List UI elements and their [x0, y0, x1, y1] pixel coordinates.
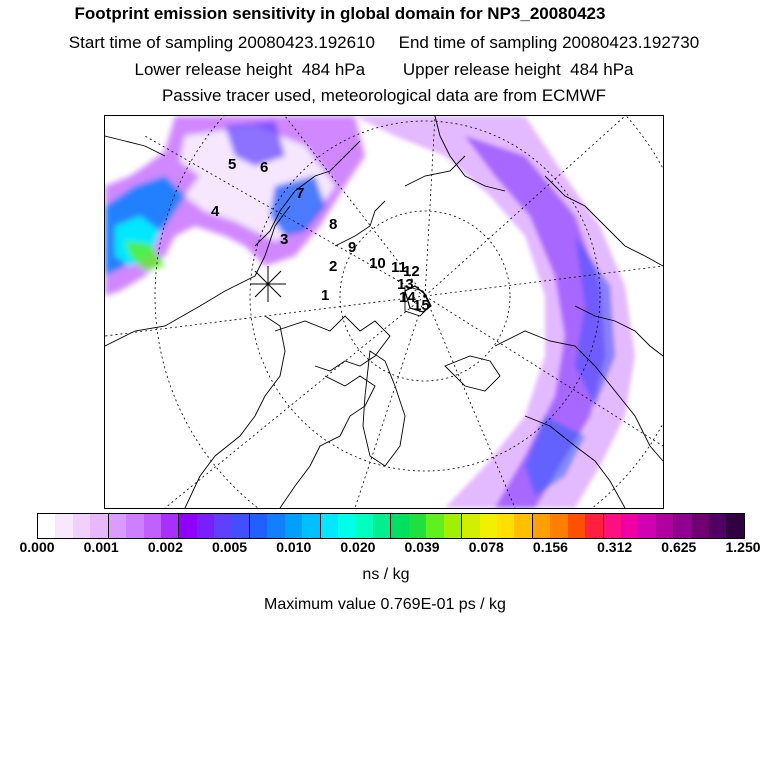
colorbar-swatch: [38, 514, 55, 538]
colorbar-swatch: [338, 514, 355, 538]
colorbar-tick-label: 0.312: [597, 539, 633, 555]
release-height-line: Lower release height 484 hPa Upper release height 484 hPa: [134, 60, 634, 79]
colorbar-swatch: [604, 514, 621, 538]
colorbar-swatch: [568, 514, 585, 538]
sensitivity-plume-arc: [355, 116, 635, 508]
colorbar-swatch: [144, 514, 161, 538]
colorbar-tick-label: 0.002: [147, 539, 183, 555]
colorbar-swatch: [533, 514, 550, 538]
colorbar-swatch: [179, 514, 196, 538]
traj-label-5: 5: [228, 156, 237, 173]
polar-map: [104, 115, 664, 509]
colorbar-swatch: [656, 514, 674, 538]
colorbar-swatch: [356, 514, 373, 538]
traj-label-6: 6: [260, 159, 269, 176]
colorbar-tick-label: 0.010: [276, 539, 312, 555]
traj-label-14: 14: [399, 289, 416, 306]
traj-label-12: 12: [403, 263, 420, 280]
traj-label-3: 3: [280, 231, 289, 248]
map-title: Footprint emission sensitivity in global domain for NP3_20080423: [74, 4, 606, 23]
colorbar-swatch: [726, 514, 743, 538]
colorbar-swatch: [409, 514, 426, 538]
traj-label-9: 9: [348, 239, 357, 256]
unit-label: ns / kg: [362, 566, 410, 583]
colorbar-swatch: [197, 514, 214, 538]
colorbar-swatch: [709, 514, 726, 538]
traj-label-1: 1: [321, 287, 330, 304]
colorbar-swatch: [621, 514, 638, 538]
max-value-label: Maximum value 0.769E-01 ps / kg: [264, 596, 506, 613]
colorbar-swatch: [444, 514, 462, 538]
release-point-marker: [250, 266, 286, 302]
colorbar-swatch: [55, 514, 72, 538]
traj-label-11: 11: [391, 259, 407, 276]
colorbar: [37, 513, 745, 539]
colorbar-tick-label: 0.039: [404, 539, 440, 555]
traj-label-7: 7: [296, 185, 305, 202]
colorbar-swatch: [90, 514, 108, 538]
colorbar-swatch: [674, 514, 691, 538]
colorbar-swatch: [285, 514, 302, 538]
colorbar-tick-label: 0.625: [661, 539, 697, 555]
colorbar-swatch: [480, 514, 497, 538]
colorbar-tick-label: 0.000: [19, 539, 55, 555]
colorbar-swatch: [585, 514, 603, 538]
colorbar-tick-label: 1.250: [725, 539, 761, 555]
colorbar-swatch: [214, 514, 231, 538]
colorbar-swatch: [462, 514, 479, 538]
sampling-time-line: Start time of sampling 20080423.192610 End time of sampling 20080423.192730: [68, 33, 700, 52]
traj-label-15: 15: [413, 297, 430, 314]
traj-label-2: 2: [329, 258, 338, 275]
colorbar-swatch: [250, 514, 267, 538]
colorbar-swatch: [267, 514, 284, 538]
colorbar-swatch: [302, 514, 320, 538]
colorbar-swatch: [550, 514, 567, 538]
colorbar-swatch: [514, 514, 532, 538]
colorbar-swatch: [391, 514, 408, 538]
traj-label-13: 13: [397, 276, 414, 293]
colorbar-swatch: [232, 514, 250, 538]
colorbar-swatch: [638, 514, 655, 538]
colorbar-swatch: [321, 514, 338, 538]
colorbar-swatch: [373, 514, 391, 538]
colorbar-swatch: [109, 514, 126, 538]
colorbar-tick-label: 0.005: [212, 539, 248, 555]
colorbar-swatch: [497, 514, 514, 538]
colorbar-swatch: [126, 514, 143, 538]
tracer-info-line: Passive tracer used, meteorological data are from ECMWF: [161, 86, 607, 105]
traj-label-4: 4: [211, 203, 220, 220]
colorbar-swatch: [73, 514, 90, 538]
sensitivity-plume-upper: [105, 116, 365, 296]
colorbar-tick-label: 0.001: [83, 539, 119, 555]
traj-label-10: 10: [369, 255, 386, 272]
colorbar-tick-label: 0.078: [468, 539, 504, 555]
colorbar-swatch: [692, 514, 709, 538]
colorbar-tick-label: 0.156: [532, 539, 568, 555]
traj-label-8: 8: [329, 216, 338, 233]
colorbar-tick-label: 0.020: [340, 539, 376, 555]
colorbar-swatch: [161, 514, 179, 538]
colorbar-swatch: [426, 514, 443, 538]
